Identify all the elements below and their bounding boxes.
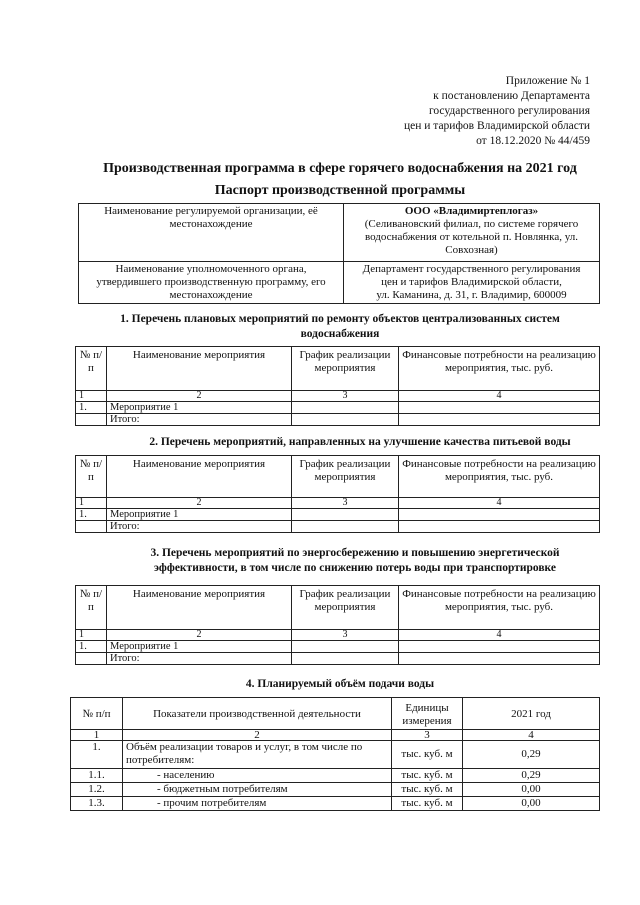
document-title: Производственная программа в сфере горячего водоснабжения на 2021 год: [103, 161, 577, 176]
col-header-num: № п/п: [71, 698, 123, 730]
table-row: 1. Мероприятие 1: [76, 641, 600, 653]
appendix-header: [330, 74, 590, 149]
col-header-indicator: Показатели производственной деятельности: [123, 698, 392, 730]
table-row: 1.1. - населению тыс. куб. м 0,29: [71, 769, 600, 783]
col-header-finance: Финансовые потребности на реализацию мероприятия, тыс. руб.: [399, 347, 600, 391]
table-row: 1. Мероприятие 1: [76, 509, 600, 521]
appendix-line: государственного регулирования: [428, 105, 590, 117]
appendix-line: к постановлению Департамента: [433, 90, 590, 102]
table-row: 1. Объём реализации товаров и услуг, в том числе по потребителям: тыс. куб. м 0,29: [71, 741, 600, 769]
passport-authority-value: Департамент государственного регулирования цен и тарифов Владимирской области, ул. Каманина, д. 31, г. Владимир, 600009: [344, 262, 600, 304]
section-4-table: № п/п Показатели производственной деятельности Единицы измерения 2021 год 1 2 3 4 1. Объём реализации товаров и услуг, в том числе по потребителям: тыс. куб. м 0,29 1.1. - населению тыс. куб. м 0,29 1.2. - бюджетным потребителям тыс. куб. м 0,00 1.3. - прочим потребителям тыс. куб. м 0,00: [70, 697, 600, 811]
passport-org-label: Наименование регулируемой организации, её местонахождение: [79, 204, 344, 262]
table-row: 1.3. - прочим потребителям тыс. куб. м 0,00: [71, 797, 600, 811]
section-2-title: 2. Перечень мероприятий, направленных на улучшение качества питьевой воды: [149, 436, 571, 448]
section-1-title: 1. Перечень плановых мероприятий по ремонту объектов централизованных систем водоснабжения: [120, 313, 560, 340]
appendix-line: от 18.12.2020 № 44/459: [476, 135, 590, 147]
col-header-schedule: График реализации мероприятия: [292, 347, 399, 391]
section-1-table: № п/п Наименование мероприятия График реализации мероприятия Финансовые потребности на реализацию мероприятия, тыс. руб. 1 2 3 4 1. Мероприятие 1 Итого:: [75, 346, 600, 426]
section-2-table: № п/п Наименование мероприятия График реализации мероприятия Финансовые потребности на реализацию мероприятия, тыс. руб. 1 2 3 4 1. Мероприятие 1 Итого:: [75, 455, 600, 533]
organization-details: (Селивановский филиал, по системе горячего водоснабжения от котельной п. Новлянка, ул. Совхозная): [364, 218, 579, 256]
section-3-title: 3. Перечень мероприятий по энергосбережению и повышению энергетической эффективности, в том числе по снижению потерь воды при транспортировке: [150, 547, 560, 574]
table-row-total: Итого:: [76, 653, 600, 665]
table-row: 1.2. - бюджетным потребителям тыс. куб. м 0,00: [71, 783, 600, 797]
table-row-total: Итого:: [76, 414, 600, 426]
section-3-table: № п/п Наименование мероприятия График реализации мероприятия Финансовые потребности на реализацию мероприятия, тыс. руб. 1 2 3 4 1. Мероприятие 1 Итого:: [75, 585, 600, 665]
passport-title: Паспорт производственной программы: [214, 183, 466, 198]
passport-authority-label: Наименование уполномоченного органа, утвердившего производственную программу, его местонахождение: [79, 262, 344, 304]
passport-org-value: [344, 204, 600, 262]
col-header-unit: Единицы измерения: [392, 698, 463, 730]
table-row-total: Итого:: [76, 521, 600, 533]
col-header-year: 2021 год: [463, 698, 600, 730]
appendix-line: Приложение № 1: [505, 75, 590, 87]
organization-name: ООО «Владимиртеплогаз»: [404, 205, 539, 217]
section-4-title: 4. Планируемый объём подачи воды: [245, 678, 435, 690]
passport-table: [78, 203, 600, 304]
appendix-line: цен и тарифов Владимирской области: [403, 120, 590, 132]
col-header-name: Наименование мероприятия: [107, 347, 292, 391]
table-row: 1. Мероприятие 1: [76, 402, 600, 414]
col-header-num: № п/п: [76, 347, 107, 391]
